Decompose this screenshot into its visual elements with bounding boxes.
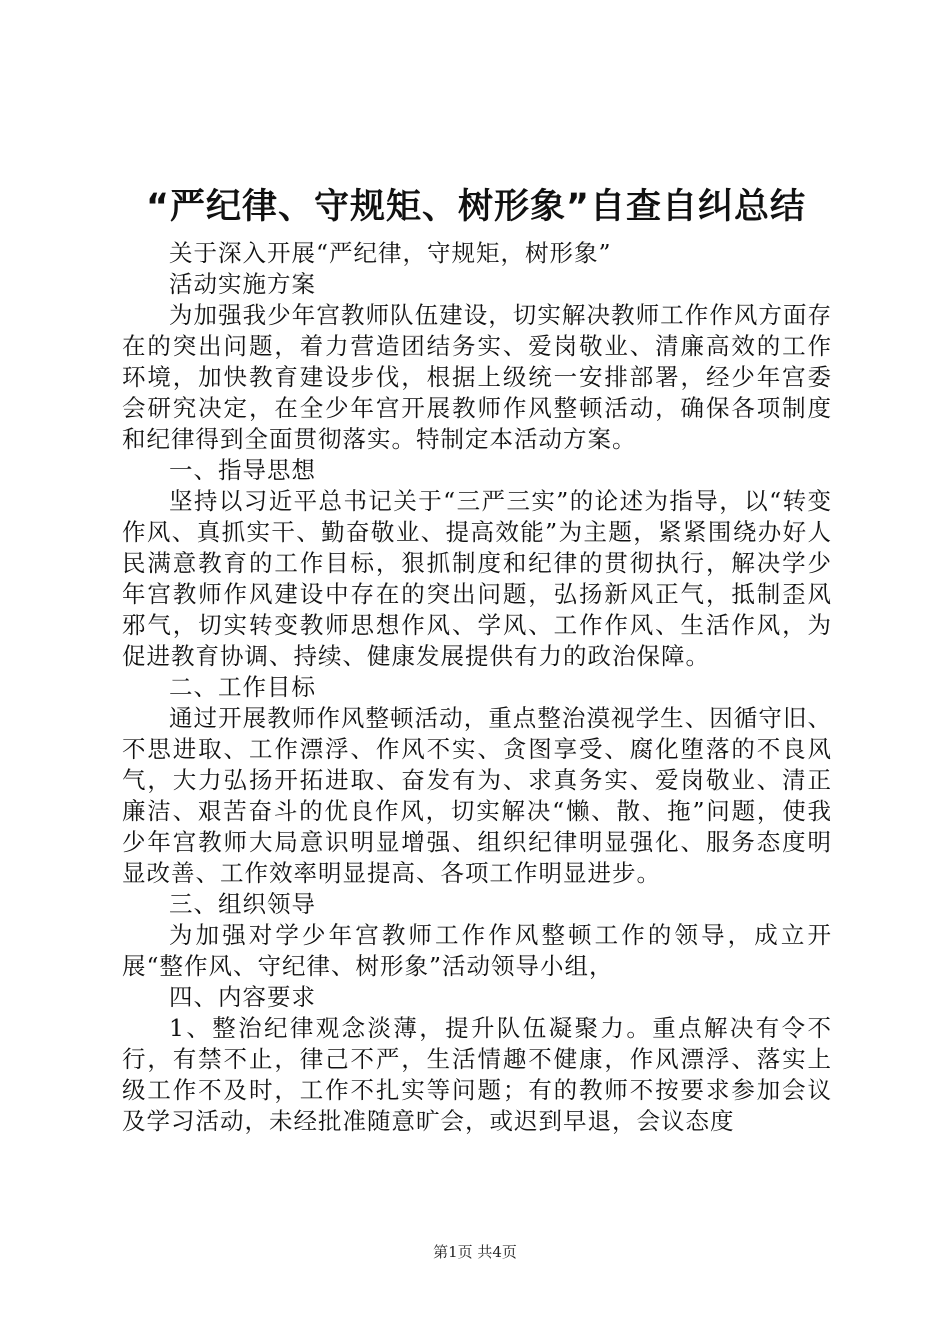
paragraph-purpose: 为加强我少年宫教师队伍建设，切实解决教师工作作风方面存在的突出问题，着力营造团结务实、爱岗敬业、清廉高效的工作环境，加快教育建设步伐，根据上级统一安排部署，经少年宫委会研究决定，在全少年宫开展教师作风整顿活动，确保各项制度和纪律得到全面贯彻落实。特制定本活动方案。 [122,301,832,453]
section-heading-guiding-thought: 一、指导思想 [169,456,316,484]
paragraph-intro-line-2: 活动实施方案 [169,270,316,298]
paragraph-intro-line-1: 关于深入开展“严纪律，守规矩，树形象” [169,239,612,267]
page-footer: 第1页 共4页 [433,1243,517,1261]
document-body [122,238,832,1137]
paragraph-guiding-thought: 坚持以习近平总书记关于“三严三实”的论述为指导，以“转变作风、真抓实干、勤奋敬业、提高效能”为主题，紧紧围绕办好人民满意教育的工作目标，狠抓制度和纪律的贯彻执行，解决学少年宫教师作风建设中存在的突出问题，弘扬新风正气，抵制歪风邪气，切实转变教师思想作风、学风、工作作风、生活作风，为促进教育协调、持续、健康发展提供有力的政治保障。 [122,487,832,670]
document-title: “严纪律、守规矩、树形象”自查自纠总结 [145,187,806,227]
section-heading-organization: 三、组织领导 [169,890,316,918]
paragraph-work-goals: 通过开展教师作风整顿活动，重点整治漠视学生、因循守旧、不思进取、工作漂浮、作风不实、贪图享受、腐化堕落的不良风气，大力弘扬开拓进取、奋发有为、求真务实、爱岗敬业、清正廉洁、艰苦奋斗的优良作风，切实解决“懒、散、拖”问题，使我少年宫教师大局意识明显增强、组织纪律明显强化、服务态度明显改善、工作效率明显提高、各项工作明显进步。 [122,704,832,887]
section-heading-work-goals: 二、工作目标 [169,673,316,701]
paragraph-content-requirements: 1、整治纪律观念淡薄，提升队伍凝聚力。重点解决有令不行，有禁不止，律己不严，生活情趣不健康，作风漂浮、落实上级工作不及时，工作不扎实等问题；有的教师不按要求参加会议及学习活动，未经批准随意旷会，或迟到早退，会议态度 [122,1014,832,1135]
section-heading-content-requirements: 四、内容要求 [169,983,316,1011]
paragraph-organization: 为加强对学少年宫教师工作作风整顿工作的领导，成立开展“整作风、守纪律、树形象”活动领导小组， [122,921,832,980]
